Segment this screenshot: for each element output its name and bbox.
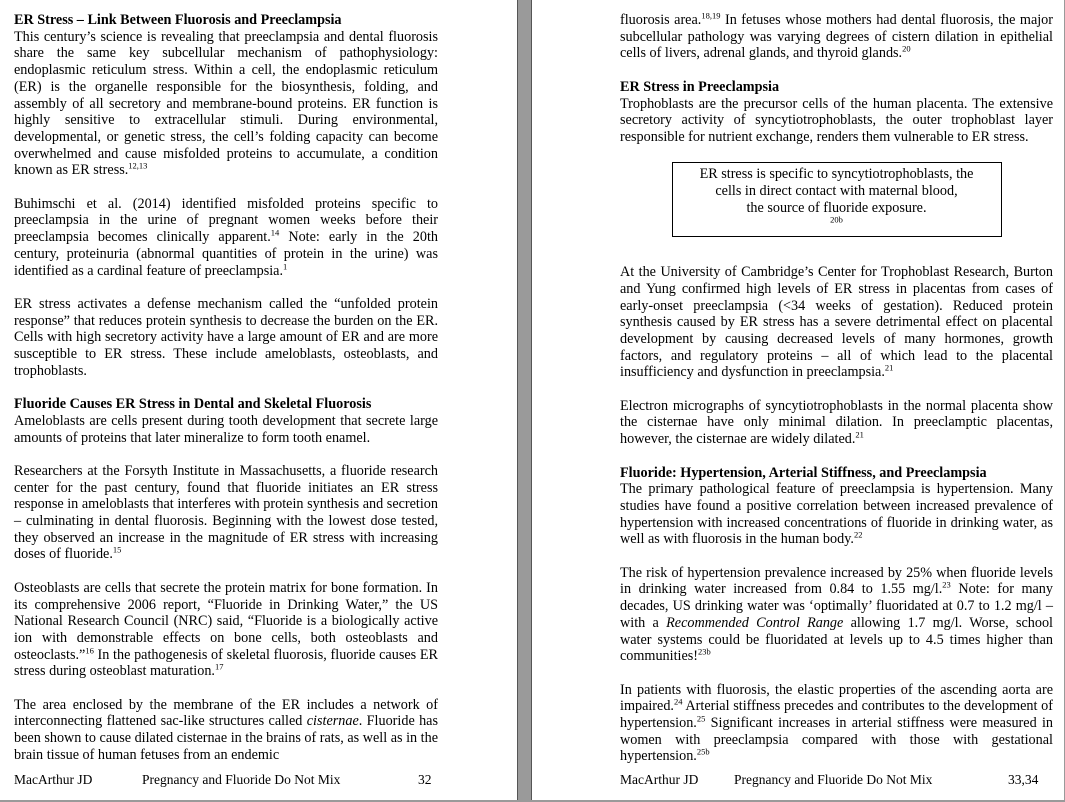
heading-fluoride-hypertension: Fluoride: Hypertension, Arterial Stiffness, and Preeclampsia	[620, 464, 987, 481]
paragraph: Osteoblasts are cells that secrete the protein matrix for bone formation. In its comprehensive 2006 report, “Fluoride in Drinking Water,” the US National Research Council (NRC) said, “Fluoride is a biologically active ion with demonstrable effects on bone cells, both osteoblasts and osteoclasts.”$^{16}$ In the pathogenesis of skeletal fluorosis, fluoride causes ER stress during osteoblast maturation.$^{17}$	[14, 579, 438, 680]
citation: 25	[696, 713, 706, 724]
citation: 22	[853, 529, 863, 540]
citation: 20b	[830, 214, 843, 225]
paragraph: This century’s science is revealing that preeclampsia and dental fluorosis share the same key subcellular mechanism of pathophysiology: endoplasmic reticulum stress. Within a cell, the endoplasmic reticulum (ER) is the organelle responsible for the biosynthesis, folding, and assembly of all secretory and membrane-bound proteins. ER function is highly sensitive to extracellular stimuli. During environmental, developmental, or genetic stress, the cell’s folding capacity can become overwhelmed and cause misfolded proteins to accumulate, a condition known as ER stress.$^{12,13}$	[14, 28, 438, 179]
right-page-text-column	[620, 12, 1053, 782]
paragraph: In patients with fluorosis, the elastic properties of the ascending aorta are impaired.$^{24}$ Arterial stiffness precedes and contributes to the development of hypertension.$^{25}$ Significant increases in arterial stiffness were measured in women with preeclampsia compared with those with gestational hypertension.$^{25b}$	[620, 681, 1053, 765]
citation: 18,19	[701, 10, 721, 21]
paragraph: The primary pathological feature of preeclampsia is hypertension. Many studies have found a positive correlation between increased prevalence of hypertension with increased concentrations of fluoride in drinking water, as well as with fluorosis in the human body.$^{22}$	[620, 481, 1053, 548]
paragraph: ER stress activates a defense mechanism called the “unfolded protein response” that reduces protein synthesis to decrease the burden on the ER. Cells with high secretory activity have a large amount of ER and are more susceptible to ER stress. These include ameloblasts, osteoblasts, and trophoblasts.	[14, 295, 438, 379]
citation: 23b	[698, 646, 711, 657]
citation: 14	[270, 227, 280, 238]
right-page	[531, 0, 1064, 800]
paragraph: Trophoblasts are the precursor cells of the human placenta. The extensive secretory activity of syncytiotrophoblasts, the outer trophoblast layer responsible for nutrient exchange, renders them vulnerable to ER stress.	[620, 95, 1053, 145]
footer-author: MacArthur JD	[620, 772, 699, 787]
citation: 23	[942, 579, 951, 590]
paragraph: Buhimschi et al. (2014) identified misfolded proteins specific to preeclampsia in the urine of pregnant women weeks before their preeclampsia becomes clinically apparent.$^{14}$ Note: early in the 20th century, proteinuria (abnormal quantities of protein in the urine) was identified as a cardinal feature of preeclampsia.$^1$	[14, 195, 438, 279]
paragraph: At the University of Cambridge’s Center for Trophoblast Research, Burton and Yung confirmed high levels of ER stress in placentas from cases of early-onset preeclampsia (<34 weeks of gestation). Reduced protein synthesis caused by ER stress has a severe detrimental effect on placental development by causing decreased levels of many hormones, growth factors, and regulatory proteins – all of which lead to the placental insufficiency and dysfunction in preeclampsia.$^{21}$	[620, 264, 1053, 381]
citation: 20	[902, 43, 911, 54]
paragraph: Ameloblasts are cells present during tooth development that secrete large amounts of proteins that later mineralize to form tooth enamel.	[14, 412, 438, 446]
paragraph: Researchers at the Forsyth Institute in Massachusetts, a fluoride research center for the past century, found that fluoride initiates an ER stress response in ameloblasts that interferes with protein synthesis and secretion – culminating in dental fluorosis. Beginning with the lowest dose tested, they observed an increase in the magnitude of ER stress with increasing doses of fluoride.$^{15}$	[14, 462, 438, 563]
callout-box: ER stress is specific to syncytiotrophoblasts, the cells in direct contact with maternal blood, the source of fluoride exposure. $^{20b}$	[672, 162, 1002, 237]
citation: 21	[884, 362, 894, 373]
citation: 24	[673, 696, 683, 707]
citation: 1	[283, 260, 288, 271]
citation: 17	[214, 661, 224, 672]
footer-title: Pregnancy and Fluoride Do Not Mix	[142, 772, 341, 787]
citation: 12,13	[128, 160, 148, 171]
paragraph: The risk of hypertension prevalence increased by 25% when fluoride levels in drinking water increased from 0.84 to 1.55 mg/l.$^{23}$ Note: for many decades, US drinking water was ‘optimally’ fluoridated at 0.7 to 1.2 mg/l – with a Recommended Control Range allowing 1.7 mg/l. Worse, school water systems could be fluoridated at levels up to 4.5 times higher than communities!$^{23b}$	[620, 564, 1053, 665]
footer-title: Pregnancy and Fluoride Do Not Mix	[734, 772, 933, 787]
citation: 21	[855, 429, 864, 440]
citation: 15	[112, 544, 122, 555]
left-page	[0, 0, 518, 800]
heading-fluoride-er-stress: Fluoride Causes ER Stress in Dental and Skeletal Fluorosis	[14, 396, 372, 413]
citation: 16	[85, 644, 94, 655]
page-number: 32	[418, 772, 432, 787]
footer-author: MacArthur JD	[14, 772, 93, 787]
paragraph: Electron micrographs of syncytiotrophoblasts in the normal placenta show the cisternae have only minimal dilation. In preeclamptic placentas, however, the cisternae are widely dilated.$^{21}$	[620, 397, 1053, 448]
paragraph: The area enclosed by the membrane of the ER includes a network of interconnecting flattened sac-like structures called cisternae. Fluoride has been shown to cause dilated cisternae in the brains of rats, as well as in the brain tissue of human fetuses from an endemic	[14, 696, 438, 763]
heading-er-stress-link: ER Stress – Link Between Fluorosis and Preeclampsia	[14, 12, 342, 28]
paragraph: fluorosis area.$^{18,19}$ In fetuses whose mothers had dental fluorosis, the major subcellular pathology was varying degrees of cistern dilation in epithelial cells of livers, adrenal glands, and thyroid glands.$^{20}$	[620, 10, 1054, 62]
left-page-text-column	[14, 12, 438, 780]
heading-er-stress-preeclampsia: ER Stress in Preeclampsia	[620, 78, 780, 95]
page-number: 33,34	[1008, 772, 1039, 787]
citation: 25b	[696, 746, 710, 757]
